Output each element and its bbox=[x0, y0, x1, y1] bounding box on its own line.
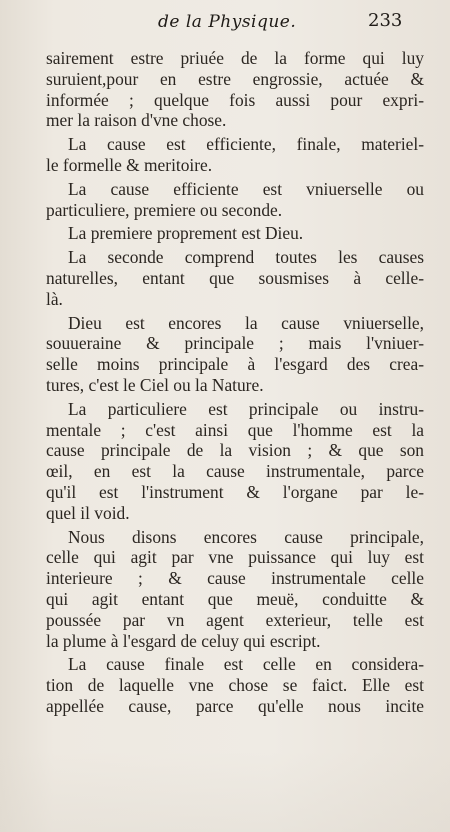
text-line: naturelles, entant que sousmises à celle- bbox=[46, 267, 424, 288]
text-line: celle qui agit par vne puissance qui luy est bbox=[46, 547, 424, 568]
text-line: la plume à l'esgard de celuy qui escript. bbox=[46, 630, 321, 651]
text-line: le formelle & meritoire. bbox=[46, 154, 213, 175]
text-line: mer la raison d'vne chose. bbox=[46, 110, 227, 131]
text-line: La cause finale est celle en considera- bbox=[68, 654, 424, 675]
text-line: qui agit entant que meuë, conduitte & bbox=[46, 588, 424, 609]
running-head: de la Physique. bbox=[158, 12, 297, 32]
page-header bbox=[0, 8, 450, 38]
text-line: interieure ; & cause instrumentale celle bbox=[46, 568, 424, 589]
text-line: La seconde comprend toutes les causes bbox=[68, 247, 424, 268]
body-text bbox=[46, 48, 424, 717]
text-line: suruient,pour en estre engrossie, actuée & bbox=[46, 68, 424, 89]
text-line: appellée cause, parce qu'elle nous incite bbox=[46, 695, 424, 716]
text-line: œil, en est la cause instrumentale, parce bbox=[46, 461, 424, 482]
text-line: sairement estre priuée de la forme qui luy bbox=[46, 48, 424, 68]
text-line: La particuliere est principale ou instru- bbox=[68, 398, 424, 419]
page-number: 233 bbox=[368, 10, 403, 31]
text-line: La cause est efficiente, finale, materiel- bbox=[68, 134, 424, 155]
text-line: informée ; quelque fois aussi pour expri- bbox=[46, 89, 424, 110]
page-shading bbox=[0, 752, 450, 832]
text-line: souueraine & principale ; mais l'vniuer- bbox=[46, 333, 424, 354]
text-line: Dieu est encores la cause vniuerselle, bbox=[68, 312, 424, 333]
text-line: mentale ; c'est ainsi que l'homme est la bbox=[46, 419, 424, 440]
text-line: là. bbox=[46, 288, 63, 309]
text-line: tures, c'est le Ciel ou la Nature. bbox=[46, 374, 264, 395]
text-line: quel il void. bbox=[46, 502, 130, 523]
text-line: La cause efficiente est vniuerselle ou bbox=[68, 178, 424, 199]
text-line: particuliere, premiere ou seconde. bbox=[46, 199, 283, 220]
text-line: La premiere proprement est Dieu. bbox=[68, 223, 304, 244]
text-line: Nous disons encores cause principale, bbox=[68, 526, 424, 547]
text-line: qu'il est l'instrument & l'organe par le- bbox=[46, 481, 424, 502]
text-line: cause principale de la vision ; & que son bbox=[46, 440, 424, 461]
text-line: selle moins principale à l'esgard des crea- bbox=[46, 354, 424, 375]
text-line: poussée par vn agent exterieur, telle est bbox=[46, 609, 424, 630]
text-line: tion de laquelle vne chose se faict. Elle est bbox=[46, 675, 424, 696]
